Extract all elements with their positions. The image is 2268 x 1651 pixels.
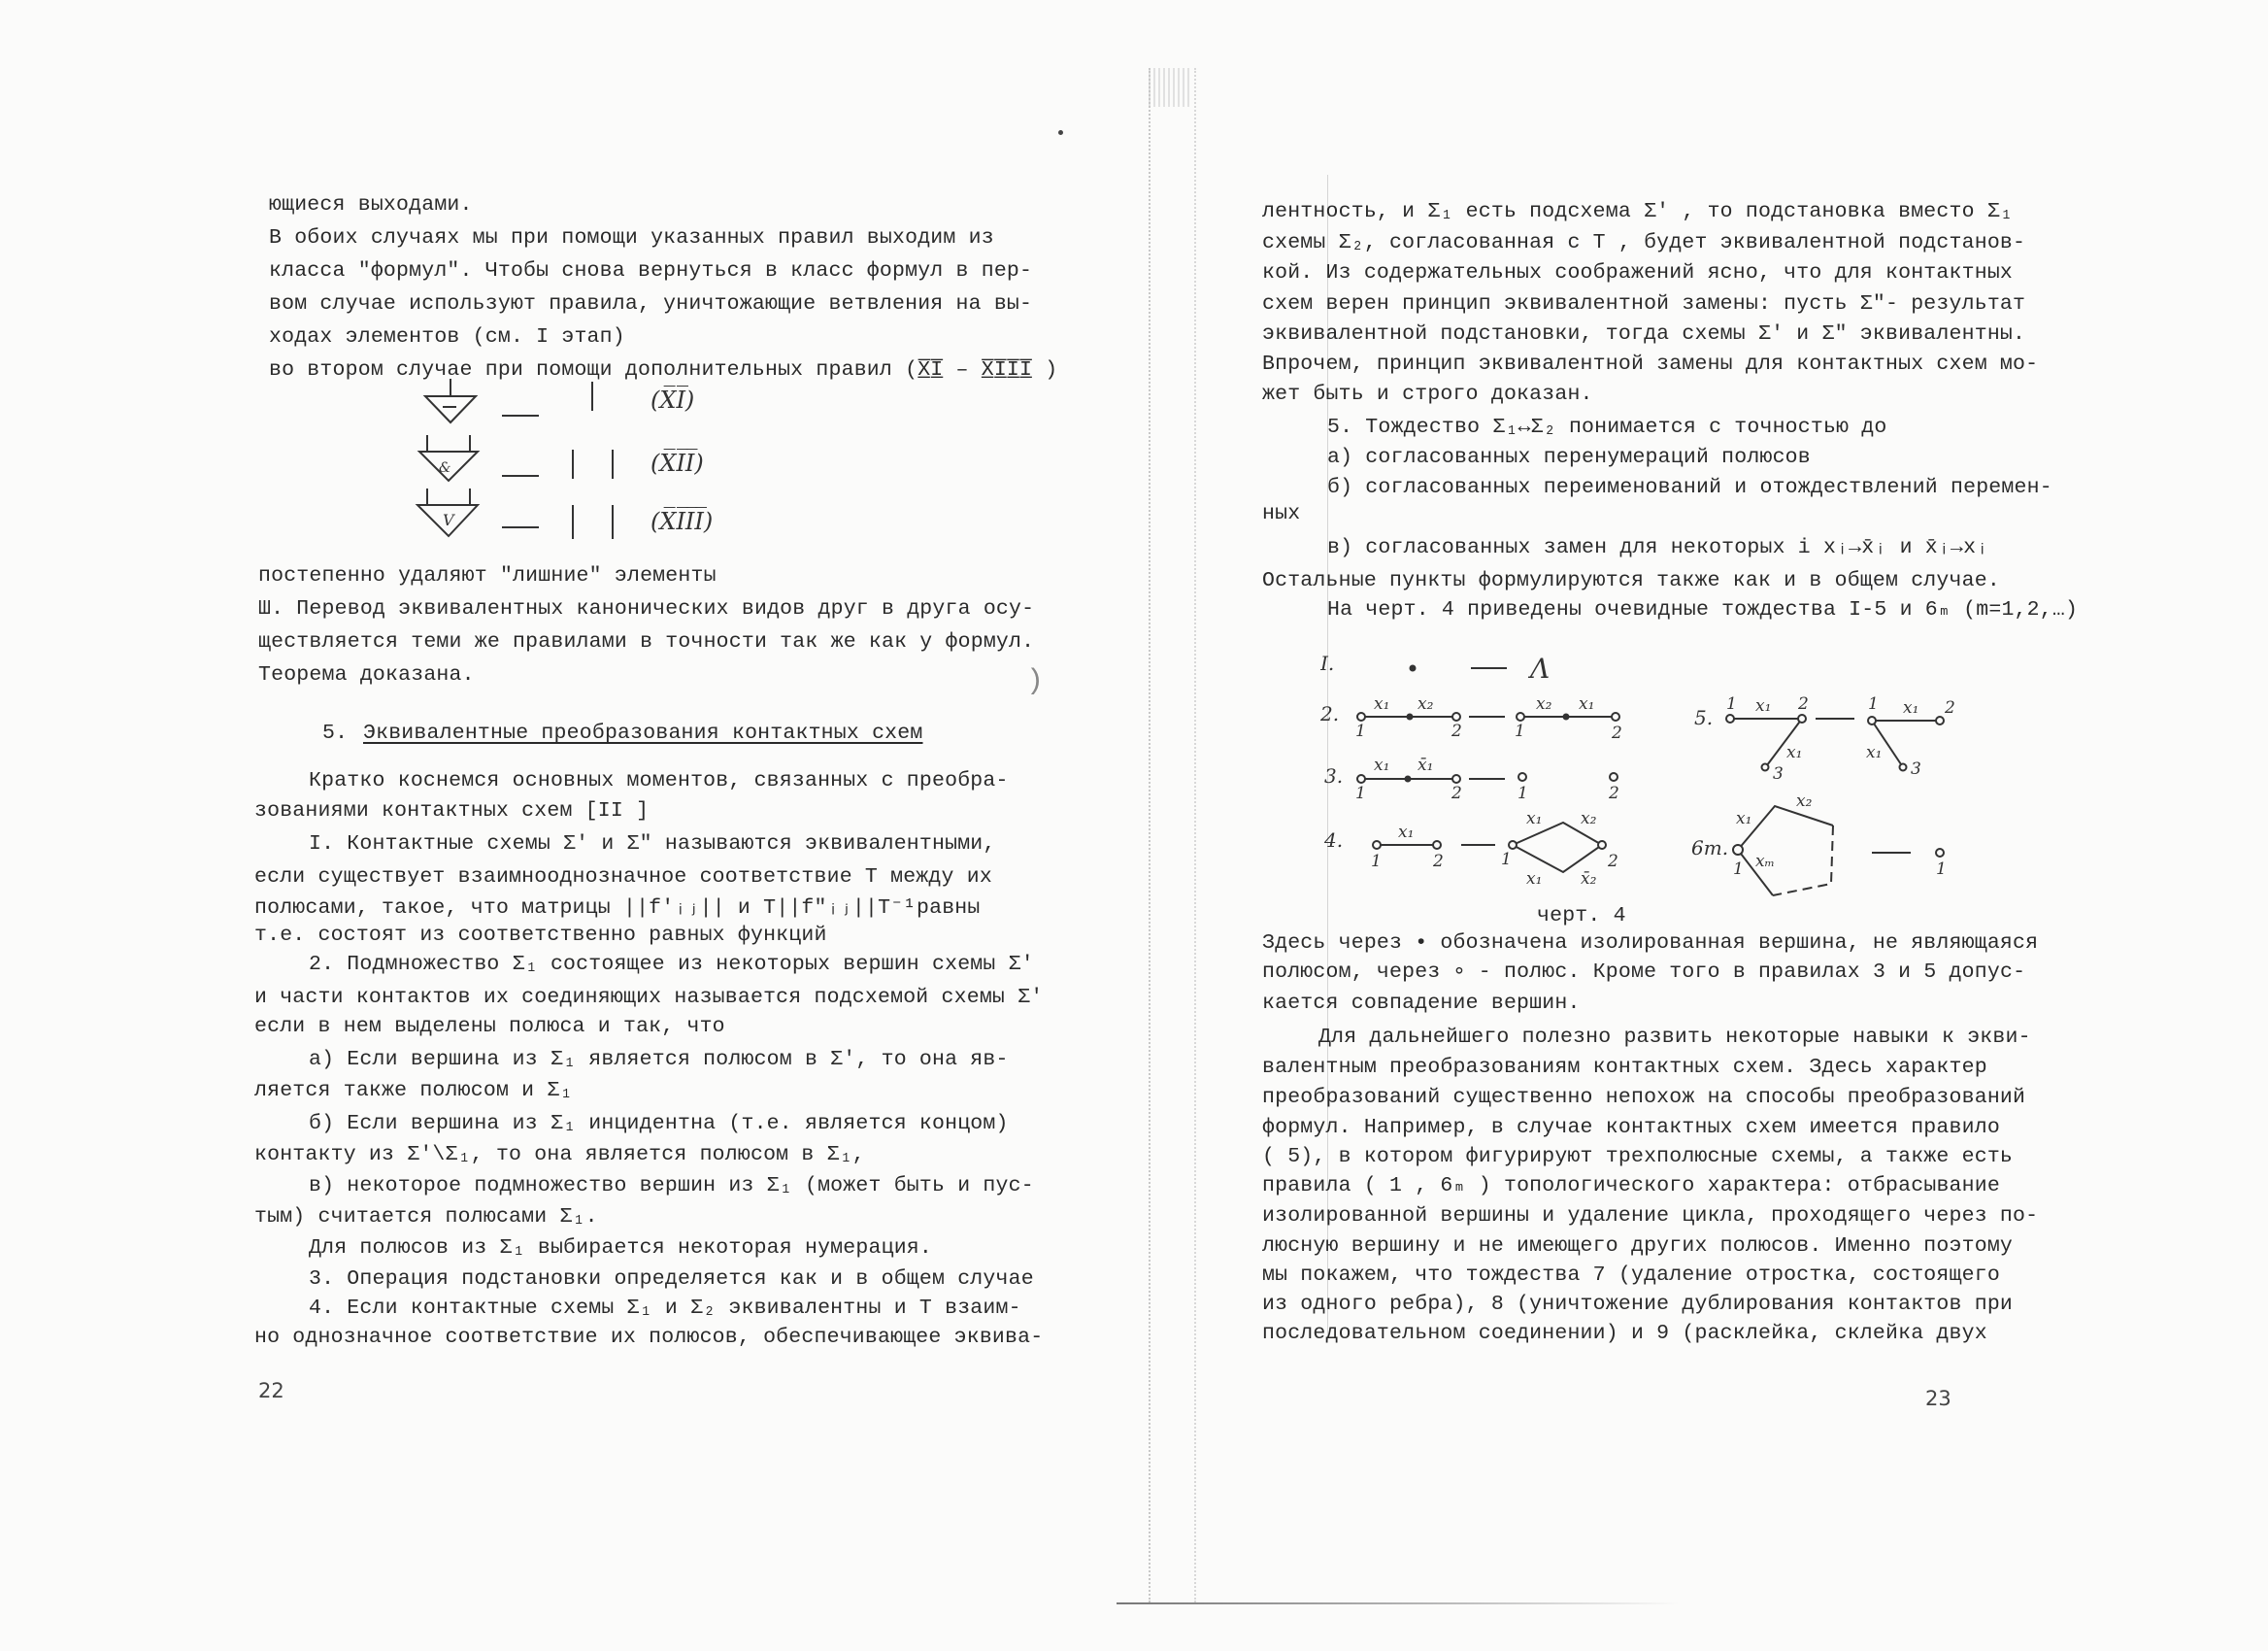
text-line: лентность, и Σ₁ есть подсхема Σ' , то подстановка вместо Σ₁	[1262, 200, 2014, 223]
edge-label: x̄₁	[1418, 756, 1434, 775]
text-line: Впрочем, принцип эквивалентной замены для контактных схем мо-	[1262, 353, 2039, 376]
pole-number: 2	[1609, 784, 1619, 803]
text-line: валентным преобразованиям контактных схем. Здесь характер	[1262, 1056, 1987, 1079]
text-line: т.е. состоят из соответственно равных функций	[254, 924, 827, 947]
text-line: а) согласованных перенумераций полюсов	[1327, 446, 1811, 469]
pole-number: 2	[1451, 784, 1462, 803]
pole-vertex	[1612, 713, 1619, 721]
edge-label: x₁	[1579, 694, 1595, 714]
text-line: правила ( 1 , 6ₘ ) топологического характера: отбрасывание	[1262, 1174, 2000, 1197]
pole-vertex	[1357, 775, 1365, 783]
identity-label: I.	[1320, 652, 1335, 675]
pole-number: 1	[1355, 784, 1366, 803]
edge-label: x₂	[1536, 694, 1552, 714]
text-line: кой. Из содержательных соображений ясно, что для контактных	[1262, 261, 2014, 285]
edge-label: x₁	[1526, 869, 1543, 889]
edge-label: x₁	[1786, 743, 1803, 762]
text-line: равны	[917, 896, 981, 920]
text-line: если существует взаимнооднозначное соответствие T между их	[254, 865, 992, 889]
edge-label: x̄₂	[1581, 869, 1597, 889]
edge-label: x₁	[1755, 696, 1772, 716]
pole-vertex	[1452, 775, 1460, 783]
right-page	[1136, 0, 2268, 1651]
text-line: ных	[1262, 502, 1301, 525]
pole-vertex	[1610, 773, 1618, 781]
pole-vertex	[1433, 841, 1441, 849]
text-line: но однозначное соответствие их полюсов, обеспечивающее эквива-	[254, 1326, 1044, 1349]
pole-number: 2	[1433, 852, 1444, 871]
text-line: во втором случае при помощи дополнительных правил (X̲̅I̲̅ – X̲̅I̲̅I̲̅I̲̅ )	[269, 358, 1058, 382]
text-line: ходах элементов (см. I этап)	[269, 325, 625, 349]
text-line: из одного ребра), 8 (уничтожение дублирования контактов при	[1262, 1293, 2014, 1316]
text-line: постепенно удаляют "лишние" элементы	[258, 564, 717, 588]
pole-number: 3	[1911, 759, 1921, 779]
edge-label: x₁	[1736, 809, 1752, 828]
text-line: ( 5), в котором фигурируют трехполюсные схемы, а также есть	[1262, 1145, 2014, 1168]
rule-label: (X̅I̅)	[650, 387, 695, 414]
text-line: изолированной вершины и удаление цикла, проходящего через по-	[1262, 1204, 2039, 1228]
text-line: Ш. Перевод эквивалентных канонических видов друг в друга осу-	[258, 597, 1035, 621]
text-line: в) согласованных замен для некоторых i xᵢ→x̄ᵢ и x̄ᵢ→xᵢ	[1327, 536, 1989, 559]
pole-number: 1	[1518, 784, 1528, 803]
text-line: I. Контактные схемы Σ' и Σ" называются эквивалентными,	[309, 832, 996, 856]
edge-label: x₂	[1581, 809, 1597, 828]
text-line: схем верен принцип эквивалентной замены: пусть Σ"- результат	[1262, 292, 2026, 316]
pole-vertex	[1936, 849, 1944, 857]
edge-label: x₁	[1374, 694, 1390, 714]
page-number: 22	[258, 1379, 284, 1402]
text-line: жет быть и строго доказан.	[1262, 383, 1593, 406]
text-line: мы покажем, что тождества 7 (удаление отростка, состоящего	[1262, 1264, 2000, 1287]
text-line: класса "формул". Чтобы снова вернуться в класс формул в пер-	[269, 259, 1033, 283]
figure-caption: черт. 4	[1537, 904, 1626, 927]
identity-label: 6m.	[1691, 836, 1729, 859]
page-number: 23	[1925, 1387, 1951, 1410]
text-line: В обоих случаях мы при помощи указанных правил выходим из	[269, 226, 994, 250]
text-line: Остальные пункты формулируются также как и в общем случае.	[1262, 569, 2000, 592]
pole-number: 1	[1936, 859, 1947, 879]
edge-label: x₁	[1903, 698, 1919, 718]
edge-label: x₁	[1398, 823, 1415, 842]
text-line: люсную вершину и не имеющего других полюсов. Именно поэтому	[1262, 1234, 2014, 1258]
edge-label: x₂	[1796, 792, 1813, 811]
text-line: Здесь через • обозначена изолированная вершина, не являющаяся	[1262, 931, 2039, 955]
text-line: Теорема доказана.	[258, 663, 475, 687]
text-line: кается совпадение вершин.	[1262, 992, 1581, 1015]
edge-label: x₁	[1866, 743, 1883, 762]
text-line: б) согласованных переименований и отождествлений перемен-	[1327, 476, 2052, 499]
text-line: б) Если вершина из Σ₁ инцидентна (т.е. является концом)	[309, 1112, 1009, 1135]
edge-label: x₂	[1418, 694, 1434, 714]
section-number: 5.	[322, 722, 349, 745]
isolated-vertex	[1411, 666, 1416, 671]
pole-number: 1	[1726, 694, 1737, 714]
pole-number: 1	[1501, 850, 1512, 869]
identity-label: 3.	[1324, 764, 1344, 788]
rule-label: (X̅I̅I̅)	[650, 450, 704, 477]
text-line: 3. Операция подстановки определяется как и в общем случае	[309, 1267, 1034, 1291]
text-line: вом случае используют правила, уничтожающие ветвления на вы-	[269, 292, 1033, 316]
pole-number: 2	[1945, 698, 1955, 718]
text-line: последовательном соединении) и 9 (расклейка, склейка двух	[1262, 1322, 1987, 1345]
text-line: ществляется теми же правилами в точности так же как у формул.	[258, 630, 1035, 654]
text-line: эквивалентной подстановки, тогда схемы Σ' и Σ" эквивалентны.	[1262, 322, 2026, 346]
identity-label: 5.	[1694, 706, 1714, 729]
pole-number: 2	[1798, 694, 1809, 714]
gate-rules-diagram	[408, 374, 738, 544]
pole-number: 1	[1733, 859, 1744, 879]
text-line: контакту из Σ'\Σ₁, то она является полюсом в Σ₁,	[254, 1143, 865, 1166]
text-line: 2. Подмножество Σ₁ состоящее из некоторых вершин схемы Σ'	[309, 953, 1034, 976]
text-line: 5. Тождество Σ₁↔Σ₂ понимается с точностью до	[1327, 416, 1887, 439]
parallel-contacts	[1513, 823, 1602, 872]
pole-number: 1	[1868, 694, 1879, 714]
pole-number: 2	[1451, 722, 1462, 741]
scan-mark: )	[1026, 665, 1045, 698]
text-line: полюсом, через ∘ - полюс. Кроме того в правилах 3 и 5 допус-	[1262, 960, 2026, 984]
text-line: тым) считается полюсами Σ₁.	[254, 1205, 598, 1229]
text-line: если в нем выделены полюса и так, что	[254, 1015, 725, 1038]
text-line: Для дальнейшего полезно развить некоторые навыки к экви-	[1318, 1026, 2031, 1049]
pole-vertex	[1373, 841, 1381, 849]
identity-label: 4.	[1324, 828, 1344, 852]
pole-vertex	[1509, 841, 1517, 849]
text-line: Кратко коснемся основных моментов, связанных с преобра-	[309, 769, 1009, 792]
text-line: и части контактов их соединяющих называется подсхемой схемы Σ'	[254, 986, 1044, 1009]
text-line: 4. Если контактные схемы Σ₁ и Σ₂ эквивалентны и T взаим-	[309, 1297, 1021, 1320]
pole-number: 2	[1608, 852, 1618, 871]
edge-label: x₁	[1526, 809, 1543, 828]
text-line: ющиеся выходами.	[269, 193, 473, 217]
text-line: схемы Σ₂, согласованная с T , будет эквивалентной подстанов-	[1262, 231, 2026, 254]
or-gate-label: V	[443, 511, 454, 529]
text-line: зованиями контактных схем [II ]	[254, 799, 650, 823]
pole-number: 2	[1612, 724, 1622, 743]
pole-vertex	[1517, 713, 1524, 721]
text-line: полюсами, такое, что матрицы ||f'ᵢⱼ|| и T||f"ᵢⱼ||T⁻¹	[254, 896, 917, 920]
pole-vertex	[1357, 713, 1365, 721]
text-line: в) некоторое подмножество вершин из Σ₁ (может быть и пус-	[309, 1174, 1034, 1197]
pole-vertex	[1518, 773, 1526, 781]
and-gate-label: &	[439, 460, 451, 476]
pole-vertex	[1598, 841, 1606, 849]
edge-label: xₘ	[1755, 852, 1776, 871]
text-line: На черт. 4 приведены очевидные тождества I-5 и 6ₘ (m=1,2,…)	[1327, 598, 2079, 622]
text-line: а) Если вершина из Σ₁ является полюсом в Σ', то она яв-	[309, 1048, 1009, 1071]
text-line: формул. Например, в случае контактных схем имеется правило	[1262, 1116, 2000, 1139]
not-gate-symbol	[425, 396, 476, 422]
pole-vertex	[1733, 845, 1743, 855]
pole-vertex	[1452, 713, 1460, 721]
rule-label: (X̅I̅I̅I̅)	[650, 508, 714, 535]
figure-4-diagram	[1320, 641, 2019, 903]
text-line: ляется также полюсом и Σ₁	[254, 1079, 573, 1102]
pole-number: 1	[1355, 722, 1366, 741]
edge-label: x₁	[1374, 756, 1390, 775]
text-line: Для полюсов из Σ₁ выбирается некоторая нумерация.	[309, 1236, 933, 1260]
empty-scheme-symbol: Λ	[1530, 653, 1551, 685]
identity-label: 2.	[1320, 702, 1340, 725]
pole-number: 1	[1515, 722, 1525, 741]
pole-number: 3	[1773, 764, 1784, 784]
section-heading: Эквивалентные преобразования контактных схем	[363, 722, 923, 745]
pole-number: 1	[1371, 852, 1382, 871]
text-line: преобразований существенно непохож на способы преобразований	[1262, 1086, 2026, 1109]
